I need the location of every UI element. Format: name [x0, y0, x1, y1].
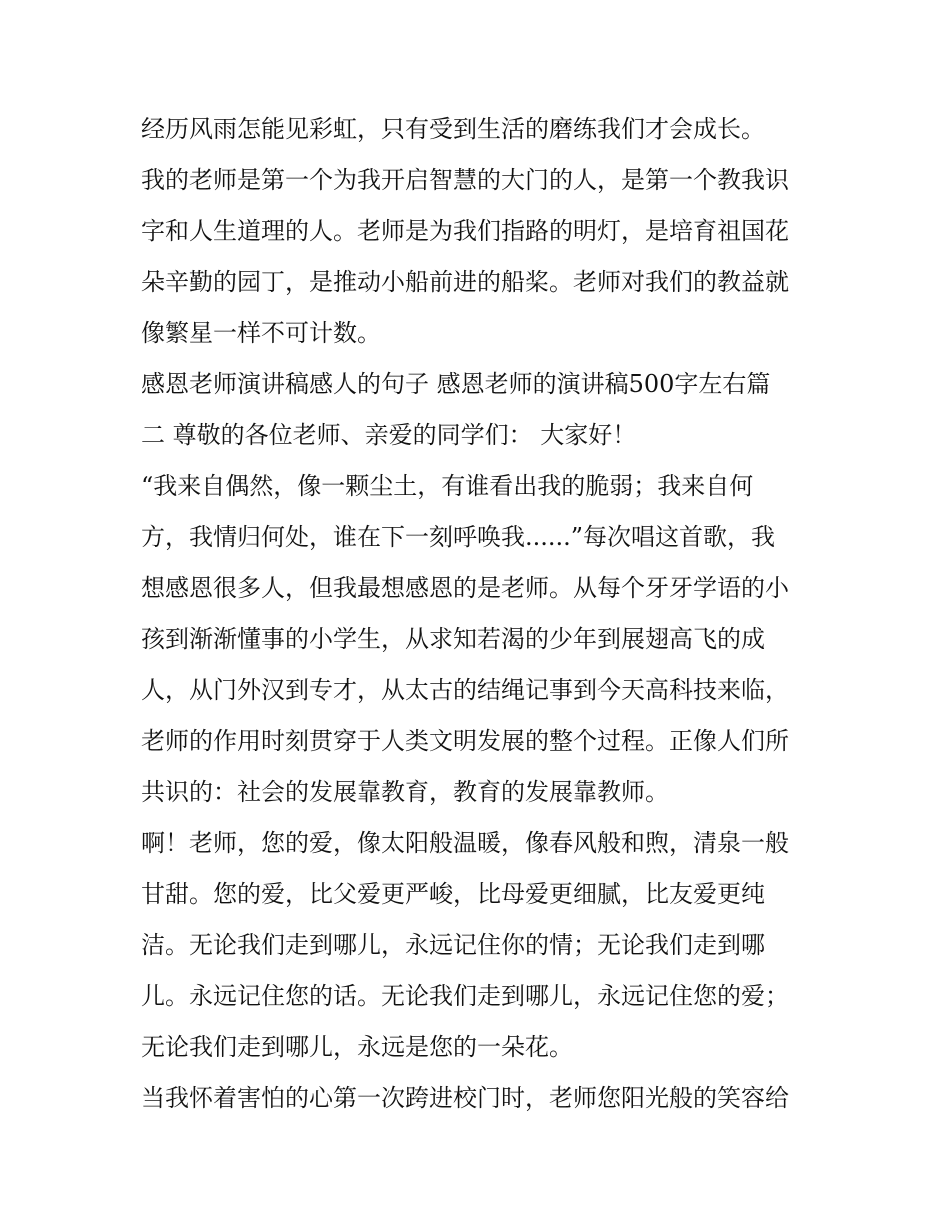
- text-line: 我的老师是第一个为我开启智慧的大门的人，是第一个教我识: [141, 166, 789, 194]
- text-line: 啊！老师，您的爱，像太阳般温暖，像春风般和煦，清泉一般: [141, 829, 789, 857]
- text-line: 方，我情归何处，谁在下一刻呼唤我......”每次唱这首歌，我: [141, 523, 776, 551]
- text-line: 经历风雨怎能见彩虹，只有受到生活的磨练我们才会成长。: [141, 115, 765, 143]
- text-line: 洁。无论我们走到哪儿，永远记住你的情；无论我们走到哪: [141, 931, 765, 959]
- text-line: 字和人生道理的人。老师是为我们指路的明灯，是培育祖国花: [141, 217, 789, 245]
- text-line: 共识的：社会的发展靠教育，教育的发展靠教师。: [141, 778, 669, 806]
- text-line: 甘甜。您的爱，比父爱更严峻，比母爱更细腻，比友爱更纯: [141, 880, 765, 908]
- text-line: 朵辛勤的园丁，是推动小船前进的船桨。老师对我们的教益就: [141, 268, 789, 296]
- text-line: 孩到渐渐懂事的小学生，从求知若渴的少年到展翅高飞的成: [141, 625, 765, 653]
- text-line: 儿。永远记住您的话。无论我们走到哪儿，永远记住您的爱；: [141, 982, 789, 1010]
- text-line: 感恩老师演讲稿感人的句子 感恩老师的演讲稿500字左右篇: [141, 370, 771, 398]
- text-line: 无论我们走到哪儿，永远是您的一朵花。: [141, 1033, 573, 1061]
- text-line: “我来自偶然，像一颗尘土，有谁看出我的脆弱；我来自何: [141, 472, 754, 500]
- text-line: 老师的作用时刻贯穿于人类文明发展的整个过程。正像人们所: [141, 727, 789, 755]
- text-line: 当我怀着害怕的心第一次跨进校门时，老师您阳光般的笑容给: [141, 1084, 789, 1112]
- text-line: 人，从门外汉到专才，从太古的结绳记事到今天高科技来临，: [141, 676, 789, 704]
- text-line: 想感恩很多人，但我最想感恩的是老师。从每个牙牙学语的小: [141, 574, 789, 602]
- text-line: 像繁星一样不可计数。: [141, 319, 381, 347]
- text-line: 二 尊敬的各位老师、亲爱的同学们： 大家好！: [141, 421, 637, 449]
